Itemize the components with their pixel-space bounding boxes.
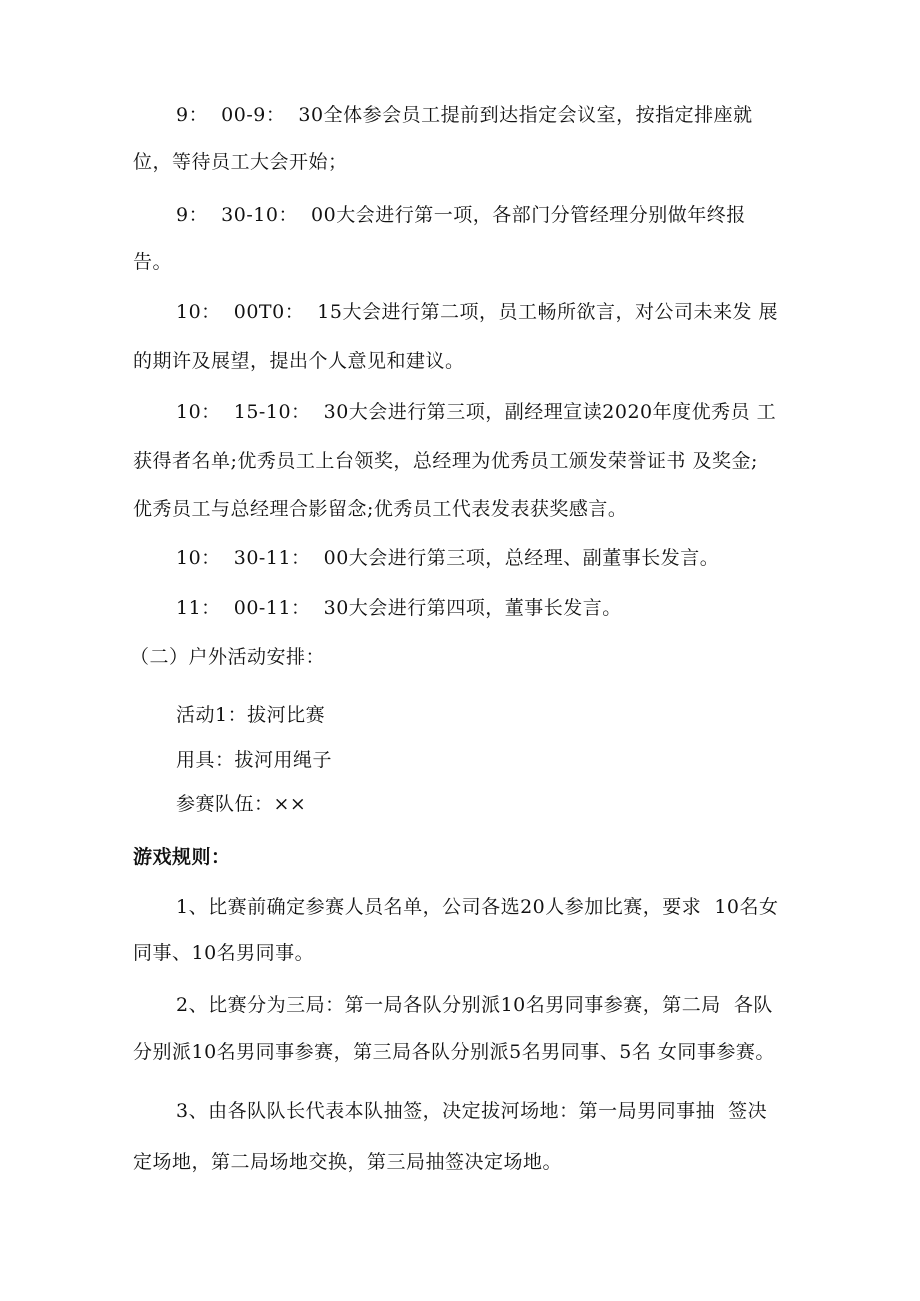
schedule-item-3-line-2: 的期许及展望，提出个人意见和建议。 (133, 350, 465, 372)
schedule-item-2-line-2: 告。 (133, 251, 173, 273)
outdoor-activity: 活动1：拔河比赛 (176, 704, 326, 726)
schedule-item-6-line-1: 11： 00-11： 30大会进行第四项，董事长发言。 (176, 597, 622, 619)
outdoor-teams: 参赛队伍：×× (176, 793, 307, 815)
schedule-item-2-line-1: 9： 30-10： 00大会进行第一项，各部门分管经理分别做年终报 (176, 204, 746, 226)
schedule-item-4-line-1: 10： 15-10： 30大会进行第三项，副经理宣读2020年度优秀员 工 (176, 401, 777, 423)
rule-2-line-2: 分别派10名男同事参赛，第三局各队分别派5名男同事、5名 女同事参赛。 (133, 1041, 775, 1063)
outdoor-equipment: 用具：拔河用绳子 (176, 749, 333, 771)
rule-1-line-1: 1、比赛前确定参赛人员名单，公司各选20人参加比赛，要求 10名女 (176, 896, 779, 918)
rule-3-line-1: 3、由各队队长代表本队抽签，决定拔河场地：第一局男同事抽 签决 (176, 1100, 768, 1122)
rule-1-line-2: 同事、10名男同事。 (133, 942, 315, 964)
schedule-item-3-line-1: 10： 00T0： 15大会进行第二项，员工畅所欲言，对公司未来发 展 (176, 301, 778, 323)
schedule-item-4-line-3: 优秀员工与总经理合影留念;优秀员工代表发表获奖感言。 (133, 498, 628, 520)
schedule-item-1-line-1: 9： 00-9： 30全体参会员工提前到达指定会议室，按指定排座就 (176, 104, 753, 126)
schedule-item-4-line-2: 获得者名单;优秀员工上台领奖，总经理为优秀员工颁发荣誉证书 及奖金; (133, 450, 758, 472)
schedule-item-5-line-1: 10： 30-11： 00大会进行第三项，总经理、副董事长发言。 (176, 547, 720, 569)
rule-3-line-2: 定场地，第二局场地交换，第三局抽签决定场地。 (133, 1151, 563, 1173)
rule-2-line-1: 2、比赛分为三局：第一局各队分别派10名男同事参赛，第二局 各队 (176, 994, 773, 1016)
rules-heading: 游戏规则： (133, 846, 231, 868)
outdoor-heading: （二）户外活动安排： (130, 646, 326, 668)
schedule-item-1-line-2: 位，等待员工大会开始； (133, 151, 348, 173)
